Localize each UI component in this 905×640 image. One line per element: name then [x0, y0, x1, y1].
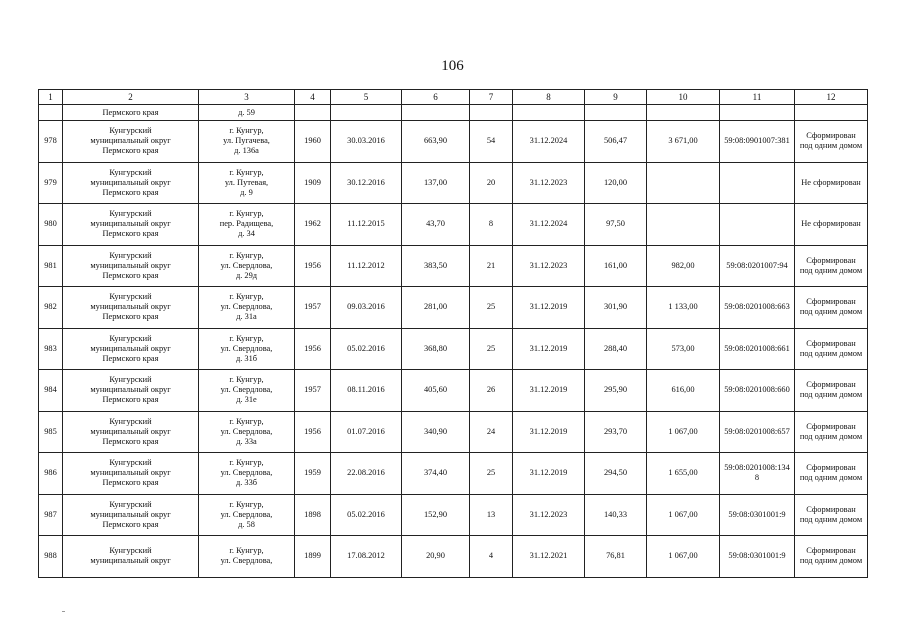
- cell-record-number: 982: [39, 287, 63, 329]
- cell-land-status: [795, 204, 868, 246]
- cell-line: ул. Свердлова,: [220, 343, 273, 353]
- cell-line: муниципальный округ: [90, 302, 171, 312]
- cell-line: г. Кунгур,: [229, 499, 264, 509]
- cell-record-number: 981: [39, 245, 63, 287]
- cell-year-built: 1959: [295, 453, 331, 495]
- cell-address: [199, 105, 295, 121]
- column-header-1: 1: [39, 90, 63, 105]
- cell-land-area: 1 067,00: [647, 494, 720, 536]
- table-row: [39, 370, 868, 412]
- cell-area-2: 294,50: [585, 453, 647, 495]
- cell-line: муниципальный округ: [90, 260, 171, 270]
- cell-land-area: 1 133,00: [647, 287, 720, 329]
- cell-cadastral-number: [720, 370, 795, 412]
- cell-line: д. 31б: [235, 353, 258, 363]
- cell-address: [199, 287, 295, 329]
- cell-line: 59:08:0901007:381: [724, 136, 790, 146]
- cell-land-status: [795, 370, 868, 412]
- cell-line: г. Кунгур,: [229, 167, 264, 177]
- cell-land-status: [795, 245, 868, 287]
- table-body: [39, 105, 868, 578]
- cell-line: г. Кунгур,: [229, 250, 264, 260]
- cell-date: 11.12.2012: [331, 245, 402, 287]
- cell-area: 152,90: [402, 494, 470, 536]
- column-header-3: 3: [199, 90, 295, 105]
- column-header-5: 5: [331, 90, 402, 105]
- cell-line: Сформирован: [806, 421, 856, 431]
- cell-residents: 8: [470, 204, 513, 246]
- cell-area: 374,40: [402, 453, 470, 495]
- cell-residents: 21: [470, 245, 513, 287]
- cell-line: муниципальный округ: [90, 219, 171, 229]
- cell-line: д. 31е: [236, 395, 257, 405]
- cell-date: 09.03.2016: [331, 287, 402, 329]
- cell-municipality: [63, 105, 199, 121]
- cell-year-built: 1899: [295, 536, 331, 578]
- cell-line: Пермского края: [102, 229, 159, 239]
- column-header-6: 6: [402, 90, 470, 105]
- cell-area-2: 293,70: [585, 411, 647, 453]
- cell-line: под одним домом: [799, 265, 863, 275]
- cell-line: Сформирован: [806, 380, 856, 390]
- cell-empty: [402, 105, 470, 121]
- cell-area: 20,90: [402, 536, 470, 578]
- cell-land-status: [795, 121, 868, 163]
- cell-cadastral-number: [720, 121, 795, 163]
- cell-date: 08.11.2016: [331, 370, 402, 412]
- cell-land-status: [795, 287, 868, 329]
- cell-empty: [585, 105, 647, 121]
- cell-land-status: [795, 494, 868, 536]
- cell-line: муниципальный округ: [90, 343, 171, 353]
- cell-year-built: 1956: [295, 411, 331, 453]
- cell-num: [39, 105, 63, 121]
- cell-deadline: 31.12.2019: [513, 328, 585, 370]
- cell-land-status: [795, 453, 868, 495]
- cell-year-built: 1957: [295, 287, 331, 329]
- cell-line: под одним домом: [799, 431, 863, 441]
- cell-record-number: 986: [39, 453, 63, 495]
- cell-residents: 13: [470, 494, 513, 536]
- cell-line: ул. Свердлова,: [220, 468, 273, 478]
- cell-line: ул. Свердлова,: [220, 260, 273, 270]
- cell-line: муниципальный округ: [90, 136, 171, 146]
- cell-date: 17.08.2012: [331, 536, 402, 578]
- cell-line: ул. Свердлова,: [220, 302, 273, 312]
- cell-line: Пермского края: [102, 395, 159, 405]
- cell-municipality: [63, 121, 199, 163]
- cell-line: под одним домом: [799, 514, 863, 524]
- cell-line: Сформирован: [806, 546, 856, 556]
- cell-line: Кунгурский: [109, 499, 152, 509]
- cell-land-area: 1 655,00: [647, 453, 720, 495]
- cell-empty: [331, 105, 402, 121]
- cell-line: Сформирован: [806, 255, 856, 265]
- table-row: [39, 162, 868, 204]
- cell-deadline: 31.12.2019: [513, 411, 585, 453]
- cell-empty: [295, 105, 331, 121]
- table-row: [39, 411, 868, 453]
- cell-address: [199, 370, 295, 412]
- cell-area: 663,90: [402, 121, 470, 163]
- cell-line: ул. Пугачева,: [223, 136, 270, 146]
- column-header-4: 4: [295, 90, 331, 105]
- cell-address: [199, 328, 295, 370]
- cell-deadline: 31.12.2023: [513, 494, 585, 536]
- cell-cadastral-number: [720, 494, 795, 536]
- column-header-8: 8: [513, 90, 585, 105]
- cell-land-status: [795, 328, 868, 370]
- table-row: [39, 328, 868, 370]
- cell-municipality: [63, 162, 199, 204]
- cell-line: г. Кунгур,: [229, 292, 264, 302]
- table-row: [39, 287, 868, 329]
- cell-line: муниципальный округ: [90, 177, 171, 187]
- cell-line: Не сформирован: [801, 177, 861, 187]
- cell-municipality: [63, 287, 199, 329]
- cell-area-2: 76,81: [585, 536, 647, 578]
- cell-line: 59:08:0201008:660: [724, 385, 790, 395]
- cell-residents: 54: [470, 121, 513, 163]
- cell-residents: 25: [470, 453, 513, 495]
- cell-line: муниципальный округ: [90, 509, 171, 519]
- cell-line: Кунгурский: [109, 333, 152, 343]
- cell-address: [199, 204, 295, 246]
- cell-line: под одним домом: [799, 556, 863, 566]
- cell-line: 59:08:0301001:9: [728, 551, 786, 561]
- cell-year-built: 1962: [295, 204, 331, 246]
- cell-empty: [795, 105, 868, 121]
- cell-date: 30.12.2016: [331, 162, 402, 204]
- cell-line: д. 34: [238, 229, 255, 239]
- cell-deadline: 31.12.2019: [513, 453, 585, 495]
- cell-line: муниципальный округ: [90, 385, 171, 395]
- cell-line: д. 58: [238, 519, 255, 529]
- cell-cadastral-number: [720, 328, 795, 370]
- cell-cadastral-number: [720, 287, 795, 329]
- cell-municipality: [63, 204, 199, 246]
- cell-record-number: 978: [39, 121, 63, 163]
- cell-residents: 25: [470, 328, 513, 370]
- cell-deadline: 31.12.2023: [513, 162, 585, 204]
- cell-line: д. 31а: [236, 312, 257, 322]
- cell-line: ул. Свердлова,: [220, 509, 273, 519]
- cell-date: 22.08.2016: [331, 453, 402, 495]
- cell-residents: 20: [470, 162, 513, 204]
- cell-area-2: 97,50: [585, 204, 647, 246]
- table-row: [39, 494, 868, 536]
- cell-line: Кунгурский: [109, 458, 152, 468]
- cell-line: муниципальный округ: [90, 426, 171, 436]
- cell-line: д. 33б: [235, 478, 258, 488]
- cell-line: Сформирован: [806, 338, 856, 348]
- cell-area-2: 506,47: [585, 121, 647, 163]
- cell-line: Сформирован: [806, 504, 856, 514]
- cell-land-status: [795, 162, 868, 204]
- cell-municipality: [63, 370, 199, 412]
- cell-line: 59:08:0201008:663: [724, 302, 790, 312]
- cell-area: 405,60: [402, 370, 470, 412]
- cell-line: 59:08:0201007:94: [726, 260, 788, 270]
- cell-empty: [647, 105, 720, 121]
- cell-date: 30.03.2016: [331, 121, 402, 163]
- table-row: [39, 204, 868, 246]
- cell-land-area: 1 067,00: [647, 536, 720, 578]
- cell-deadline: 31.12.2024: [513, 204, 585, 246]
- cell-area: 43,70: [402, 204, 470, 246]
- cell-line: Пермского края: [102, 107, 159, 117]
- cell-line: ул. Свердлова,: [220, 556, 273, 566]
- column-header-7: 7: [470, 90, 513, 105]
- cell-line: г. Кунгур,: [229, 458, 264, 468]
- cell-line: Сформирован: [806, 463, 856, 473]
- cell-year-built: 1957: [295, 370, 331, 412]
- cell-record-number: 985: [39, 411, 63, 453]
- cell-line: г. Кунгур,: [229, 209, 264, 219]
- cell-line: г. Кунгур,: [229, 546, 264, 556]
- cell-municipality: [63, 536, 199, 578]
- cell-municipality: [63, 328, 199, 370]
- cell-deadline: 31.12.2019: [513, 287, 585, 329]
- cell-line: д. 136а: [234, 146, 259, 156]
- cell-land-status: [795, 536, 868, 578]
- cell-line: Кунгурский: [109, 292, 152, 302]
- cell-record-number: 980: [39, 204, 63, 246]
- cell-municipality: [63, 245, 199, 287]
- cell-line: под одним домом: [799, 390, 863, 400]
- cell-record-number: 988: [39, 536, 63, 578]
- cell-record-number: 979: [39, 162, 63, 204]
- cell-area-2: 301,90: [585, 287, 647, 329]
- cell-line: Пермского края: [102, 312, 159, 322]
- cell-empty: [720, 105, 795, 121]
- cell-year-built: 1956: [295, 328, 331, 370]
- cell-line: Пермского края: [102, 187, 159, 197]
- cell-line: Кунгурский: [109, 546, 152, 556]
- cell-year-built: 1909: [295, 162, 331, 204]
- cell-area: 281,00: [402, 287, 470, 329]
- cell-line: 59:08:0201008:657: [724, 426, 790, 436]
- cell-municipality: [63, 411, 199, 453]
- cell-line: Пермского края: [102, 270, 159, 280]
- cell-line: г. Кунгур,: [229, 333, 264, 343]
- cell-line: Кунгурский: [109, 416, 152, 426]
- cell-date: 11.12.2015: [331, 204, 402, 246]
- cell-land-area: [647, 162, 720, 204]
- cell-line: ул. Путевая,: [224, 177, 269, 187]
- cell-line: г. Кунгур,: [229, 126, 264, 136]
- cell-line: д. 9: [240, 187, 253, 197]
- cell-land-status: [795, 411, 868, 453]
- cell-municipality: [63, 453, 199, 495]
- cell-land-area: 616,00: [647, 370, 720, 412]
- cell-address: [199, 494, 295, 536]
- cell-year-built: 1960: [295, 121, 331, 163]
- table-row: [39, 245, 868, 287]
- cell-empty: [470, 105, 513, 121]
- cell-line: Кунгурский: [109, 167, 152, 177]
- cell-line: 59:08:0201008:661: [724, 343, 790, 353]
- cell-year-built: 1898: [295, 494, 331, 536]
- cell-area: 137,00: [402, 162, 470, 204]
- cell-area-2: 161,00: [585, 245, 647, 287]
- cell-line: Пермского края: [102, 146, 159, 156]
- column-header-11: 11: [720, 90, 795, 105]
- cell-address: [199, 536, 295, 578]
- table-row: [39, 536, 868, 578]
- housing-registry-table: [38, 89, 868, 578]
- cell-record-number: 987: [39, 494, 63, 536]
- cell-line: под одним домом: [799, 348, 863, 358]
- cell-area: 368,80: [402, 328, 470, 370]
- cell-line: г. Кунгур,: [229, 416, 264, 426]
- cell-area-2: 140,33: [585, 494, 647, 536]
- table-row: [39, 453, 868, 495]
- cell-cadastral-number: [720, 453, 795, 495]
- cell-cadastral-number: [720, 162, 795, 204]
- cell-line: Пермского края: [102, 353, 159, 363]
- cell-line: Пермского края: [102, 478, 159, 488]
- cell-deadline: 31.12.2024: [513, 121, 585, 163]
- cell-line: под одним домом: [799, 307, 863, 317]
- cell-line: Кунгурский: [109, 126, 152, 136]
- cell-record-number: 983: [39, 328, 63, 370]
- cell-line: Кунгурский: [109, 209, 152, 219]
- cell-address: [199, 453, 295, 495]
- scan-artifact: [62, 611, 65, 612]
- cell-area: 383,50: [402, 245, 470, 287]
- cell-line: Сформирован: [806, 131, 856, 141]
- cell-residents: 26: [470, 370, 513, 412]
- cell-line: под одним домом: [799, 473, 863, 483]
- cell-line: д. 29д: [235, 270, 258, 280]
- column-number-row: [39, 90, 868, 105]
- cell-line: Сформирован: [806, 297, 856, 307]
- cell-line: г. Кунгур,: [229, 375, 264, 385]
- cell-address: [199, 245, 295, 287]
- cell-line: 8: [754, 473, 760, 483]
- column-header-12: 12: [795, 90, 868, 105]
- cell-cadastral-number: [720, 204, 795, 246]
- cell-line: муниципальный округ: [90, 468, 171, 478]
- cell-address: [199, 162, 295, 204]
- cell-line: д. 33а: [236, 436, 257, 446]
- page-number: 106: [441, 58, 464, 74]
- cell-residents: 25: [470, 287, 513, 329]
- cell-address: [199, 411, 295, 453]
- cell-area-2: 120,00: [585, 162, 647, 204]
- cell-line: муниципальный округ: [90, 556, 171, 566]
- cell-address: [199, 121, 295, 163]
- cell-line: Кунгурский: [109, 375, 152, 385]
- cell-line: ул. Свердлова,: [220, 385, 273, 395]
- cell-line: 59:08:0201008:134: [724, 463, 790, 473]
- cell-deadline: 31.12.2019: [513, 370, 585, 412]
- cell-line: 59:08:0301001:9: [728, 509, 786, 519]
- column-header-10: 10: [647, 90, 720, 105]
- cell-land-area: 1 067,00: [647, 411, 720, 453]
- continuation-row: [39, 105, 868, 121]
- cell-record-number: 984: [39, 370, 63, 412]
- cell-area-2: 288,40: [585, 328, 647, 370]
- cell-date: 05.02.2016: [331, 494, 402, 536]
- cell-cadastral-number: [720, 411, 795, 453]
- table-row: [39, 121, 868, 163]
- cell-area: 340,90: [402, 411, 470, 453]
- cell-land-area: 982,00: [647, 245, 720, 287]
- cell-deadline: 31.12.2023: [513, 245, 585, 287]
- cell-residents: 24: [470, 411, 513, 453]
- cell-cadastral-number: [720, 245, 795, 287]
- cell-land-area: 3 671,00: [647, 121, 720, 163]
- cell-deadline: 31.12.2021: [513, 536, 585, 578]
- cell-line: Кунгурский: [109, 250, 152, 260]
- cell-cadastral-number: [720, 536, 795, 578]
- cell-area-2: 295,90: [585, 370, 647, 412]
- cell-date: 05.02.2016: [331, 328, 402, 370]
- cell-land-area: [647, 204, 720, 246]
- cell-municipality: [63, 494, 199, 536]
- cell-date: 01.07.2016: [331, 411, 402, 453]
- cell-residents: 4: [470, 536, 513, 578]
- cell-line: под одним домом: [799, 141, 863, 151]
- column-header-2: 2: [63, 90, 199, 105]
- cell-land-area: 573,00: [647, 328, 720, 370]
- cell-year-built: 1956: [295, 245, 331, 287]
- cell-line: ул. Свердлова,: [220, 426, 273, 436]
- cell-line: д. 59: [238, 107, 255, 117]
- cell-line: Пермского края: [102, 519, 159, 529]
- cell-line: Не сформирован: [801, 219, 861, 229]
- cell-empty: [513, 105, 585, 121]
- column-header-9: 9: [585, 90, 647, 105]
- cell-line: пер. Радищева,: [219, 219, 274, 229]
- cell-line: Пермского края: [102, 436, 159, 446]
